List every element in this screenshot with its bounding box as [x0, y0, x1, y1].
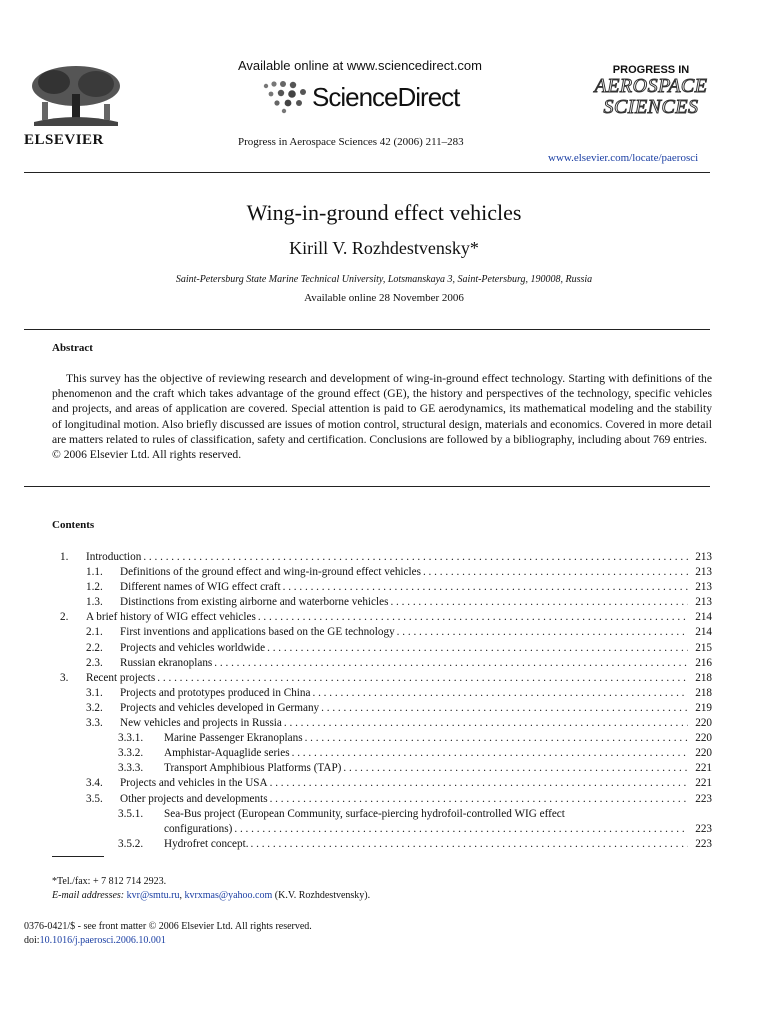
toc-number: 1.1.	[86, 566, 103, 579]
journal-reference: Progress in Aerospace Sciences 42 (2006) 211–283	[238, 136, 464, 148]
article-title: Wing-in-ground effect vehicles	[246, 200, 522, 225]
toc-page-number: 220	[688, 746, 712, 761]
footnote-email: E-mail addresses: kvr@smtu.ru, kvrxmas@yahoo.com (K.V. Rozhdestvensky).	[52, 890, 371, 901]
toc-leader-dots	[321, 701, 688, 716]
toc-leader-dots	[251, 837, 689, 852]
toc-number: 3.	[60, 671, 69, 684]
email-suffix: (K.V. Rozhdestvensky).	[274, 890, 371, 901]
toc-number: 3.5.	[86, 792, 103, 805]
toc-page-number: 218	[688, 686, 712, 701]
toc-entry[interactable]	[60, 746, 712, 761]
toc-page-number: 223	[688, 822, 712, 837]
toc-entry[interactable]	[60, 656, 712, 671]
toc-page-number: 223	[688, 792, 712, 807]
toc-entry[interactable]	[60, 610, 712, 625]
journal-logo-line3: SCIENCES	[603, 96, 699, 118]
toc-number: 2.	[60, 611, 69, 624]
elsevier-tree-logo	[24, 64, 128, 128]
toc-entry[interactable]	[60, 580, 712, 595]
toc-entry[interactable]	[60, 701, 712, 716]
toc-page-number: 223	[688, 837, 712, 852]
toc-entry[interactable]	[60, 731, 712, 746]
toc-label: Russian ekranoplans	[120, 656, 214, 671]
toc-entry[interactable]	[60, 565, 712, 580]
toc-label: Marine Passenger Ekranoplans	[164, 731, 305, 746]
toc-number: 3.2.	[86, 701, 103, 714]
toc-number: 3.4.	[86, 777, 103, 790]
toc-leader-dots	[270, 776, 688, 791]
issn-line: 0376-0421/$ - see front matter © 2006 Elsevier Ltd. All rights reserved.	[24, 921, 312, 932]
table-of-contents	[60, 550, 712, 852]
toc-label: A brief history of WIG effect vehicles	[86, 610, 258, 625]
toc-label: Projects and prototypes produced in China	[120, 686, 312, 701]
abstract-body	[52, 371, 712, 462]
sciencedirect-wordmark: ScienceDirect	[312, 82, 460, 112]
toc-label: First inventions and applications based on the GE technology	[120, 625, 397, 640]
journal-url-link[interactable]: www.elsevier.com/locate/paerosci	[548, 152, 699, 164]
journal-logo-line2: AEROSPACE	[594, 75, 708, 97]
doi-line	[24, 935, 166, 946]
toc-leader-dots	[258, 610, 688, 625]
abstract-heading: Abstract	[52, 342, 93, 354]
toc-page-number: 215	[688, 641, 712, 656]
author-affiliation: Saint-Petersburg State Marine Technical University, Lotsmanskaya 3, Saint-Petersburg, 190008, Russia	[175, 274, 593, 285]
toc-page-number: 218	[688, 671, 712, 686]
toc-entry[interactable]	[60, 595, 712, 610]
toc-label: Hydrofret concept.	[164, 837, 251, 852]
toc-label: Recent projects	[86, 671, 157, 686]
toc-number: 3.5.2.	[118, 837, 144, 850]
toc-number: 2.1.	[86, 626, 103, 639]
toc-number: 2.3.	[86, 656, 103, 669]
toc-leader-dots	[270, 792, 688, 807]
toc-page-number: 221	[688, 761, 712, 776]
toc-number: 3.1.	[86, 686, 103, 699]
toc-entry[interactable]	[60, 761, 712, 776]
toc-leader-dots	[343, 761, 688, 776]
toc-label: configurations)	[164, 822, 234, 837]
toc-leader-dots	[292, 746, 688, 761]
email-link-1[interactable]: kvr@smtu.ru	[126, 890, 180, 901]
doi-label: doi:	[24, 935, 40, 946]
toc-label: Distinctions from existing airborne and waterborne vehicles	[120, 595, 390, 610]
footnote-tel: *Tel./fax: + 7 812 714 2923.	[52, 876, 167, 887]
toc-leader-dots	[283, 580, 688, 595]
toc-label: Projects and vehicles in the USA	[120, 776, 270, 791]
toc-label: New vehicles and projects in Russia	[120, 716, 284, 731]
abstract-bottom-divider	[24, 486, 710, 487]
toc-number: 1.3.	[86, 596, 103, 609]
abstract-copyright: © 2006 Elsevier Ltd. All rights reserved.	[52, 448, 242, 462]
toc-page-number: 220	[688, 716, 712, 731]
toc-leader-dots	[397, 625, 688, 640]
toc-label: Different names of WIG effect craft	[120, 580, 283, 595]
toc-page-number: 213	[688, 580, 712, 595]
doi-link[interactable]: 10.1016/j.paerosci.2006.10.001	[39, 935, 166, 946]
toc-page-number: 214	[688, 625, 712, 640]
toc-label: Transport Amphibious Platforms (TAP)	[164, 761, 343, 776]
toc-label: Definitions of the ground effect and wing-in-ground effect vehicles	[120, 565, 423, 580]
toc-number: 3.3.2.	[118, 747, 144, 760]
toc-entry[interactable]	[60, 671, 712, 686]
toc-page-number: 213	[688, 550, 712, 565]
toc-entry[interactable]	[60, 625, 712, 640]
email-label: E-mail addresses:	[52, 890, 125, 901]
toc-label: Introduction	[86, 550, 143, 565]
toc-number: 3.3.1.	[118, 732, 144, 745]
toc-entry[interactable]	[60, 716, 712, 731]
toc-label: Projects and vehicles worldwide	[120, 641, 267, 656]
toc-leader-dots	[312, 686, 688, 701]
toc-leader-dots	[157, 671, 688, 686]
toc-leader-dots	[284, 716, 688, 731]
toc-entry[interactable]	[60, 641, 712, 656]
abstract-text: This survey has the objective of reviewing research and development of wing-in-ground effect technology. Starting with definitions of the phenomenon and the craft which takes advantage of the ground effect (GE), the history and perspectives of the technology, specific vehicles and projects, and areas of application are covered. Special attention is paid to GE aerodynamics, its mathematical modeling and the stability of longitudinal motion. Also briefly discussed are issues of motion control, structural design, materials and economics. Covered in more detail are matters related to rules of classification, safety and certification. Conclusions are followed by a bibliography, including about 769 entries.	[52, 372, 712, 446]
toc-leader-dots	[267, 641, 688, 656]
sciencedirect-logo	[262, 80, 460, 114]
toc-number: 3.5.1.	[118, 807, 144, 820]
toc-label: Amphistar-Aquaglide series	[164, 746, 292, 761]
toc-page-number: 213	[688, 565, 712, 580]
toc-number: 2.2.	[86, 641, 103, 654]
footnote-divider	[52, 856, 104, 857]
toc-entry[interactable]	[60, 837, 712, 852]
toc-label: Sea-Bus project (European Community, surface-piercing hydrofoil-controlled WIG effect	[164, 807, 567, 822]
available-online-text: Available online at www.sciencedirect.com	[238, 58, 482, 73]
sciencedirect-dots-icon	[262, 80, 308, 114]
toc-number: 1.	[60, 551, 69, 563]
journal-logo	[586, 64, 716, 118]
toc-page-number: 221	[688, 776, 712, 791]
toc-leader-dots	[305, 731, 688, 746]
toc-number: 3.3.	[86, 717, 103, 730]
toc-number: 1.2.	[86, 581, 103, 594]
toc-page-number: 219	[688, 701, 712, 716]
toc-entry[interactable]	[60, 807, 712, 822]
toc-page-number: 214	[688, 610, 712, 625]
toc-number: 3.3.3.	[118, 762, 144, 775]
toc-label: Projects and vehicles developed in Germany	[120, 701, 321, 716]
toc-leader-dots	[390, 595, 688, 610]
header-divider	[24, 172, 710, 173]
toc-page-number: 216	[688, 656, 712, 671]
toc-leader-dots	[143, 550, 688, 565]
abstract-top-divider	[24, 329, 710, 330]
toc-leader-dots	[214, 656, 688, 671]
available-date: Available online 28 November 2006	[304, 292, 464, 304]
toc-entry[interactable]	[60, 792, 712, 807]
toc-entry[interactable]	[60, 822, 712, 837]
toc-leader-dots	[423, 565, 688, 580]
journal-logo-line1: PROGRESS IN	[612, 64, 690, 76]
email-link-2[interactable]: kvrxmas@yahoo.com	[184, 890, 273, 901]
article-author: Kirill V. Rozhdestvensky*	[289, 238, 479, 258]
toc-page-number: 213	[688, 595, 712, 610]
elsevier-wordmark: ELSEVIER	[24, 132, 104, 148]
toc-label: Other projects and developments	[120, 792, 270, 807]
contents-heading: Contents	[52, 519, 95, 531]
toc-page-number: 220	[688, 731, 712, 746]
toc-entry[interactable]	[60, 776, 712, 791]
toc-leader-dots	[234, 822, 688, 837]
toc-entry[interactable]	[60, 686, 712, 701]
toc-entry[interactable]	[60, 550, 712, 565]
